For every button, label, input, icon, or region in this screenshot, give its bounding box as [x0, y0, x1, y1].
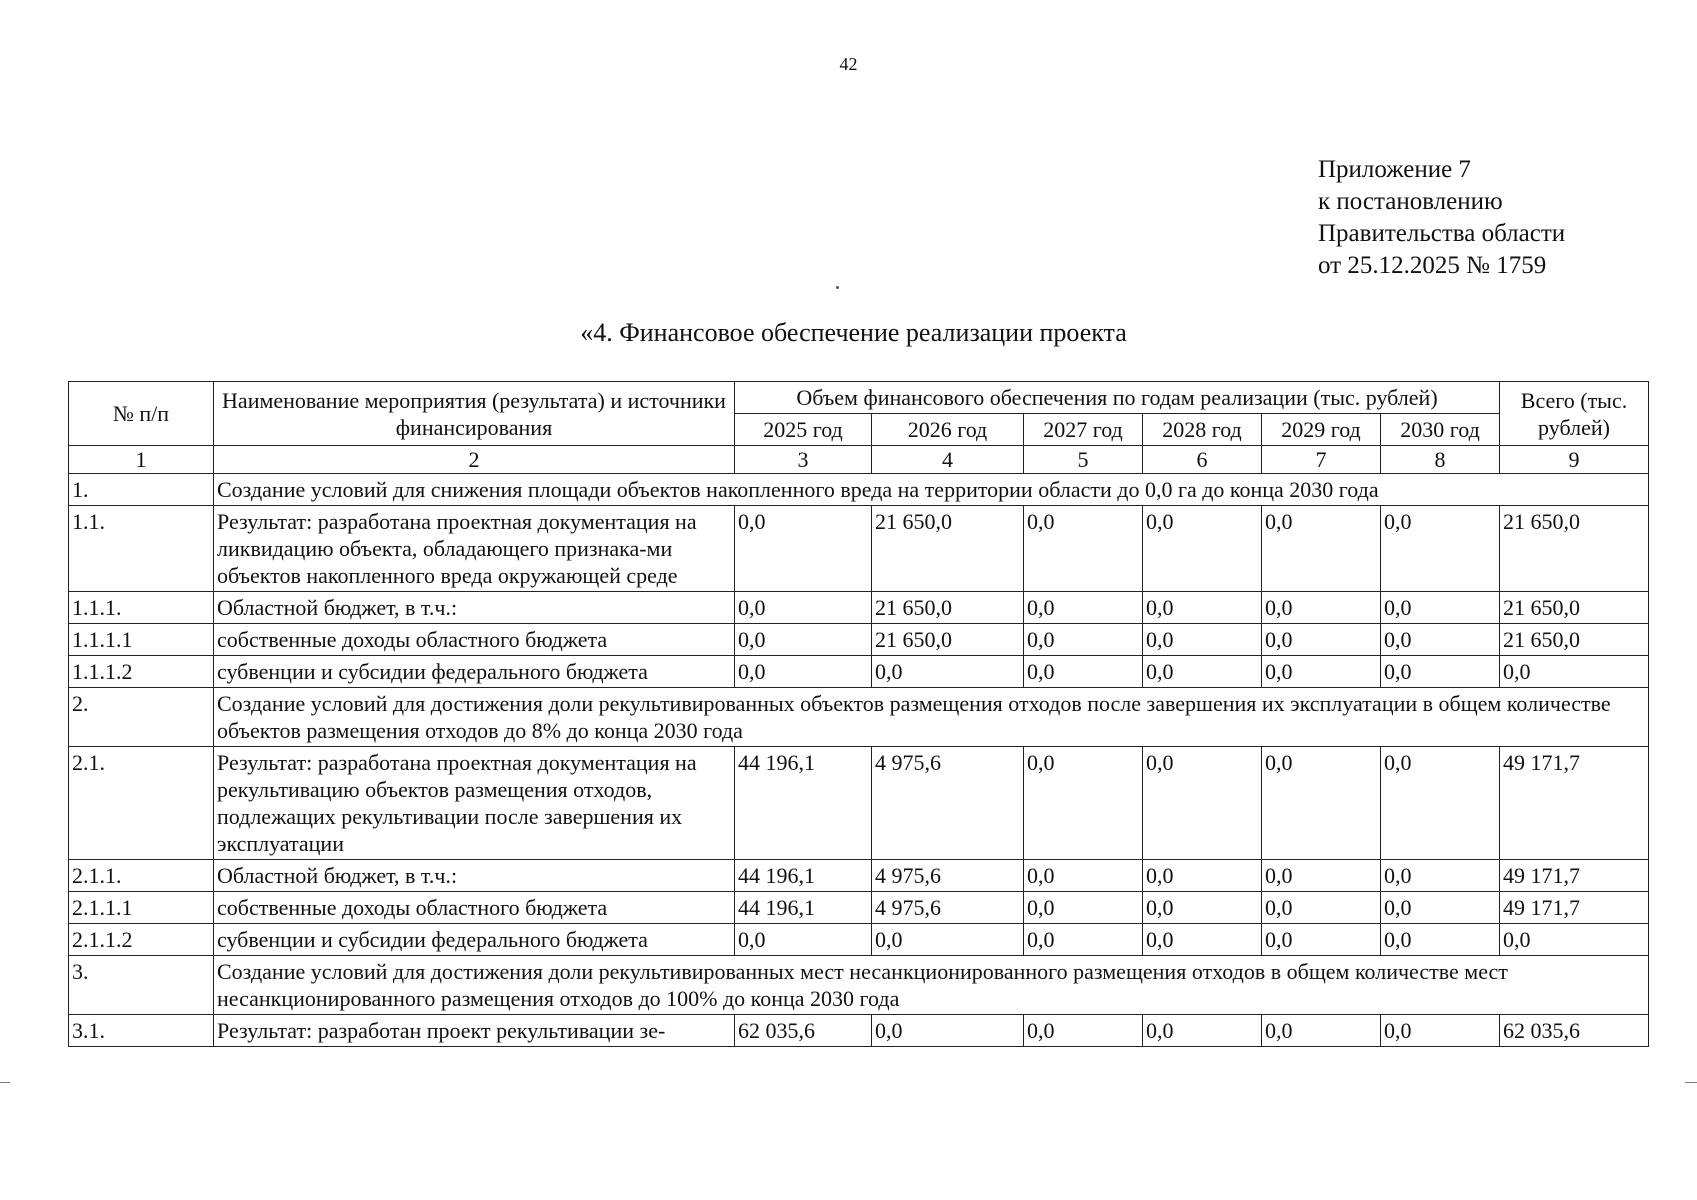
value-cell: 0,0	[1262, 592, 1381, 624]
row-number: 3.1.	[69, 1015, 214, 1047]
section-row	[69, 956, 1649, 1015]
value-cell: 0,0	[1262, 924, 1381, 956]
value-cell: 0,0	[1381, 860, 1500, 892]
row-name: собственные доходы областного бюджета	[214, 892, 735, 924]
value-cell: 0,0	[1024, 506, 1143, 592]
value-cell: 0,0	[1024, 860, 1143, 892]
value-cell: 0,0	[1262, 624, 1381, 656]
header-year-2025: 2025 год	[735, 414, 872, 446]
value-cell: 0,0	[1024, 924, 1143, 956]
value-cell: 0,0	[1143, 924, 1262, 956]
page-number: 42	[839, 54, 858, 74]
column-number-1: 1	[69, 446, 214, 474]
table-header-row	[69, 382, 1649, 414]
value-cell: 0,0	[1262, 656, 1381, 688]
value-cell: 21 650,0	[872, 592, 1024, 624]
row-number: 3.	[69, 956, 214, 1015]
value-cell: 4 975,6	[872, 747, 1024, 860]
table-row	[69, 892, 1649, 924]
total-cell: 21 650,0	[1500, 506, 1649, 592]
value-cell: 0,0	[1024, 892, 1143, 924]
value-cell: 0,0	[1024, 592, 1143, 624]
value-cell: 0,0	[1143, 747, 1262, 860]
total-cell: 62 035,6	[1500, 1015, 1649, 1047]
row-number: 2.1.1.	[69, 860, 214, 892]
document-title: «4. Финансовое обеспечение реализации проекта	[580, 318, 1127, 347]
column-number-6: 6	[1143, 446, 1262, 474]
appendix-line-3: Правительства области	[1318, 220, 1566, 247]
table-row	[69, 506, 1649, 592]
total-cell: 21 650,0	[1500, 624, 1649, 656]
row-number: 1.1.	[69, 506, 214, 592]
header-year-2026: 2026 год	[872, 414, 1024, 446]
table-row	[69, 1015, 1649, 1047]
header-total: Всего (тыс. рублей)	[1500, 382, 1649, 446]
row-name: Результат: разработана проектная документация на рекультивацию объектов размещения отходов, подлежащих рекультивации после завершения их эксплуатации	[214, 747, 735, 860]
header-name: Наименование мероприятия (результата) и источники финансирования	[214, 382, 735, 446]
column-number-7: 7	[1262, 446, 1381, 474]
row-name: субвенции и субсидии федерального бюджета	[214, 656, 735, 688]
value-cell: 0,0	[1381, 592, 1500, 624]
value-cell: 62 035,6	[735, 1015, 872, 1047]
value-cell: 0,0	[1024, 656, 1143, 688]
value-cell: 44 196,1	[735, 747, 872, 860]
value-cell: 0,0	[1143, 1015, 1262, 1047]
value-cell: 0,0	[1143, 506, 1262, 592]
value-cell: 0,0	[1262, 506, 1381, 592]
value-cell: 0,0	[1143, 624, 1262, 656]
appendix-block	[1318, 154, 1565, 282]
value-cell: 21 650,0	[872, 624, 1024, 656]
value-cell: 0,0	[1143, 860, 1262, 892]
value-cell: 0,0	[735, 656, 872, 688]
value-cell: 0,0	[1024, 624, 1143, 656]
value-cell: 0,0	[1381, 1015, 1500, 1047]
table-row	[69, 592, 1649, 624]
value-cell: 0,0	[1381, 656, 1500, 688]
total-cell: 21 650,0	[1500, 592, 1649, 624]
row-number: 1.1.1.	[69, 592, 214, 624]
left-edge-mark	[0, 1082, 10, 1083]
row-name: Результат: разработан проект рекультивации зе-	[214, 1015, 735, 1047]
total-cell: 49 171,7	[1500, 892, 1649, 924]
value-cell: 0,0	[1381, 892, 1500, 924]
right-edge-mark	[1685, 1082, 1697, 1083]
appendix-line-4: от 25.12.2025 № 1759	[1318, 252, 1547, 279]
scan-dot	[836, 286, 839, 289]
row-name: Результат: разработана проектная документация на ликвидацию объекта, обладающего признака-ми объектов накопленного вреда окружающей среде	[214, 506, 735, 592]
column-number-3: 3	[735, 446, 872, 474]
value-cell: 0,0	[1143, 892, 1262, 924]
value-cell: 0,0	[872, 924, 1024, 956]
appendix-line-1: Приложение 7	[1318, 156, 1471, 183]
value-cell: 0,0	[1262, 860, 1381, 892]
value-cell: 44 196,1	[735, 860, 872, 892]
table-row	[69, 747, 1649, 860]
column-number-8: 8	[1381, 446, 1500, 474]
value-cell: 0,0	[1143, 592, 1262, 624]
section-text: Создание условий для достижения доли рекультивированных мест несанкционированного размещения отходов в общем количестве мест несанкционированного размещения отходов до 100% до конца 2030 года	[214, 956, 1649, 1015]
row-name: Областной бюджет, в т.ч.:	[214, 592, 735, 624]
value-cell: 0,0	[1024, 1015, 1143, 1047]
value-cell: 0,0	[1262, 1015, 1381, 1047]
table-row	[69, 924, 1649, 956]
table-row	[69, 860, 1649, 892]
column-number-9: 9	[1500, 446, 1649, 474]
row-number: 2.1.1.2	[69, 924, 214, 956]
row-number: 2.1.	[69, 747, 214, 860]
section-row	[69, 474, 1649, 506]
total-cell: 0,0	[1500, 924, 1649, 956]
value-cell: 0,0	[735, 924, 872, 956]
table-row	[69, 624, 1649, 656]
value-cell: 0,0	[1262, 892, 1381, 924]
value-cell: 21 650,0	[872, 506, 1024, 592]
value-cell: 0,0	[1024, 747, 1143, 860]
value-cell: 0,0	[735, 592, 872, 624]
value-cell: 0,0	[1143, 656, 1262, 688]
value-cell: 44 196,1	[735, 892, 872, 924]
section-row	[69, 688, 1649, 747]
table-row	[69, 656, 1649, 688]
total-cell: 0,0	[1500, 656, 1649, 688]
section-text: Создание условий для снижения площади объектов накопленного вреда на территории области до 0,0 га до конца 2030 года	[214, 474, 1649, 506]
column-number-row	[69, 446, 1649, 474]
value-cell: 0,0	[1262, 747, 1381, 860]
financing-table	[68, 381, 1649, 1047]
value-cell: 0,0	[735, 506, 872, 592]
value-cell: 0,0	[872, 1015, 1024, 1047]
column-number-2: 2	[214, 446, 735, 474]
row-number: 1.1.1.2	[69, 656, 214, 688]
header-year-2030: 2030 год	[1381, 414, 1500, 446]
total-cell: 49 171,7	[1500, 860, 1649, 892]
row-number: 2.	[69, 688, 214, 747]
row-name: Областной бюджет, в т.ч.:	[214, 860, 735, 892]
value-cell: 0,0	[1381, 624, 1500, 656]
column-number-4: 4	[872, 446, 1024, 474]
header-year-2027: 2027 год	[1024, 414, 1143, 446]
appendix-line-2: к постановлению	[1318, 188, 1503, 215]
value-cell: 4 975,6	[872, 860, 1024, 892]
row-number: 2.1.1.1	[69, 892, 214, 924]
header-year-2028: 2028 год	[1143, 414, 1262, 446]
row-name: субвенции и субсидии федерального бюджета	[214, 924, 735, 956]
value-cell: 0,0	[735, 624, 872, 656]
total-cell: 49 171,7	[1500, 747, 1649, 860]
value-cell: 0,0	[872, 656, 1024, 688]
section-text: Создание условий для достижения доли рекультивированных объектов размещения отходов после завершения их эксплуатации в общем количестве объектов размещения отходов до 8% до конца 2030 года	[214, 688, 1649, 747]
header-volume: Объем финансового обеспечения по годам реализации (тыс. рублей)	[735, 382, 1500, 414]
row-number: 1.1.1.1	[69, 624, 214, 656]
column-number-5: 5	[1024, 446, 1143, 474]
header-year-2029: 2029 год	[1262, 414, 1381, 446]
header-number: № п/п	[69, 382, 214, 446]
value-cell: 4 975,6	[872, 892, 1024, 924]
value-cell: 0,0	[1381, 747, 1500, 860]
value-cell: 0,0	[1381, 924, 1500, 956]
value-cell: 0,0	[1381, 506, 1500, 592]
row-name: собственные доходы областного бюджета	[214, 624, 735, 656]
row-number: 1.	[69, 474, 214, 506]
